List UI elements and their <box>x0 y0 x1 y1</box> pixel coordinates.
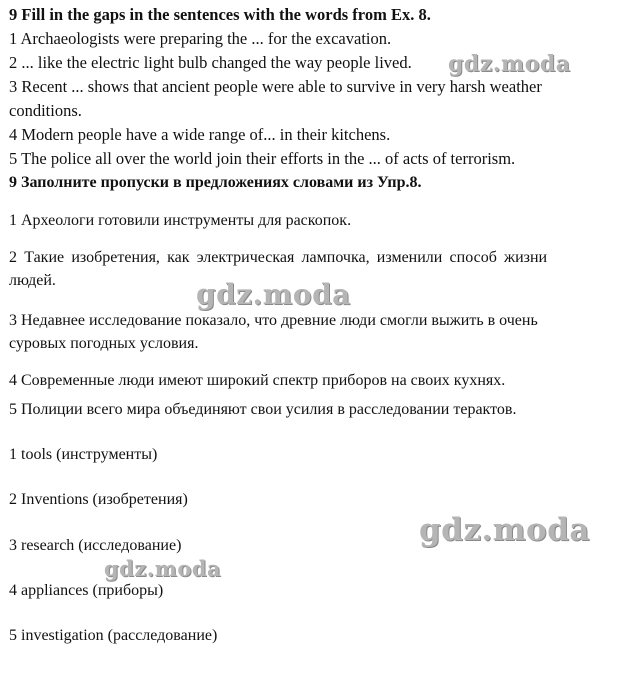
answer-4: 4 appliances (приборы) <box>9 582 164 599</box>
english-sentence-3: 3 Recent ... shows that ancient people were able to survive in very harsh weather <box>9 77 542 96</box>
english-sentence-4: 4 Modern people have a wide range of... in their kitchens. <box>9 125 391 144</box>
answer-1: 1 tools (инструменты) <box>9 446 158 463</box>
english-title: 9 Fill in the gaps in the sentences with the words from Ex. 8. <box>9 5 431 24</box>
russian-sentence-3-cont: суровых погодных условия. <box>9 335 199 352</box>
english-sentence-2: 2 ... like the electric light bulb changed the way people lived. <box>9 53 412 72</box>
english-sentence-3-cont: conditions. <box>9 101 82 120</box>
watermark: gdz.moda <box>196 278 351 311</box>
watermark: gdz.moda <box>448 51 571 77</box>
russian-sentence-5: 5 Полиции всего мира объединяют свои усилия в расследовании терактов. <box>9 401 517 418</box>
english-sentence-1: 1 Archaeologists were preparing the ... for the excavation. <box>9 29 392 48</box>
russian-sentence-1: 1 Археологи готовили инструменты для раскопок. <box>9 212 352 229</box>
answer-5: 5 investigation (расследование) <box>9 627 218 644</box>
russian-sentence-3: 3 Недавнее исследование показало, что древние люди смогли выжить в очень <box>9 312 538 329</box>
answer-3: 3 research (исследование) <box>9 537 182 554</box>
answer-2: 2 Inventions (изобретения) <box>9 491 188 508</box>
watermark: gdz.moda <box>419 512 590 548</box>
watermark: gdz.moda <box>104 556 222 581</box>
russian-title: 9 Заполните пропуски в предложениях словами из Упр.8. <box>9 174 422 191</box>
russian-sentence-2: 2 Такие изобретения, как электрическая лампочка, изменили способ жизни <box>9 249 548 266</box>
russian-sentence-4: 4 Современные люди имеют широкий спектр приборов на своих кухнях. <box>9 372 506 389</box>
russian-sentence-2-cont: людей. <box>9 272 56 289</box>
english-sentence-5: 5 The police all over the world join their efforts in the ... of acts of terrorism. <box>9 149 516 168</box>
